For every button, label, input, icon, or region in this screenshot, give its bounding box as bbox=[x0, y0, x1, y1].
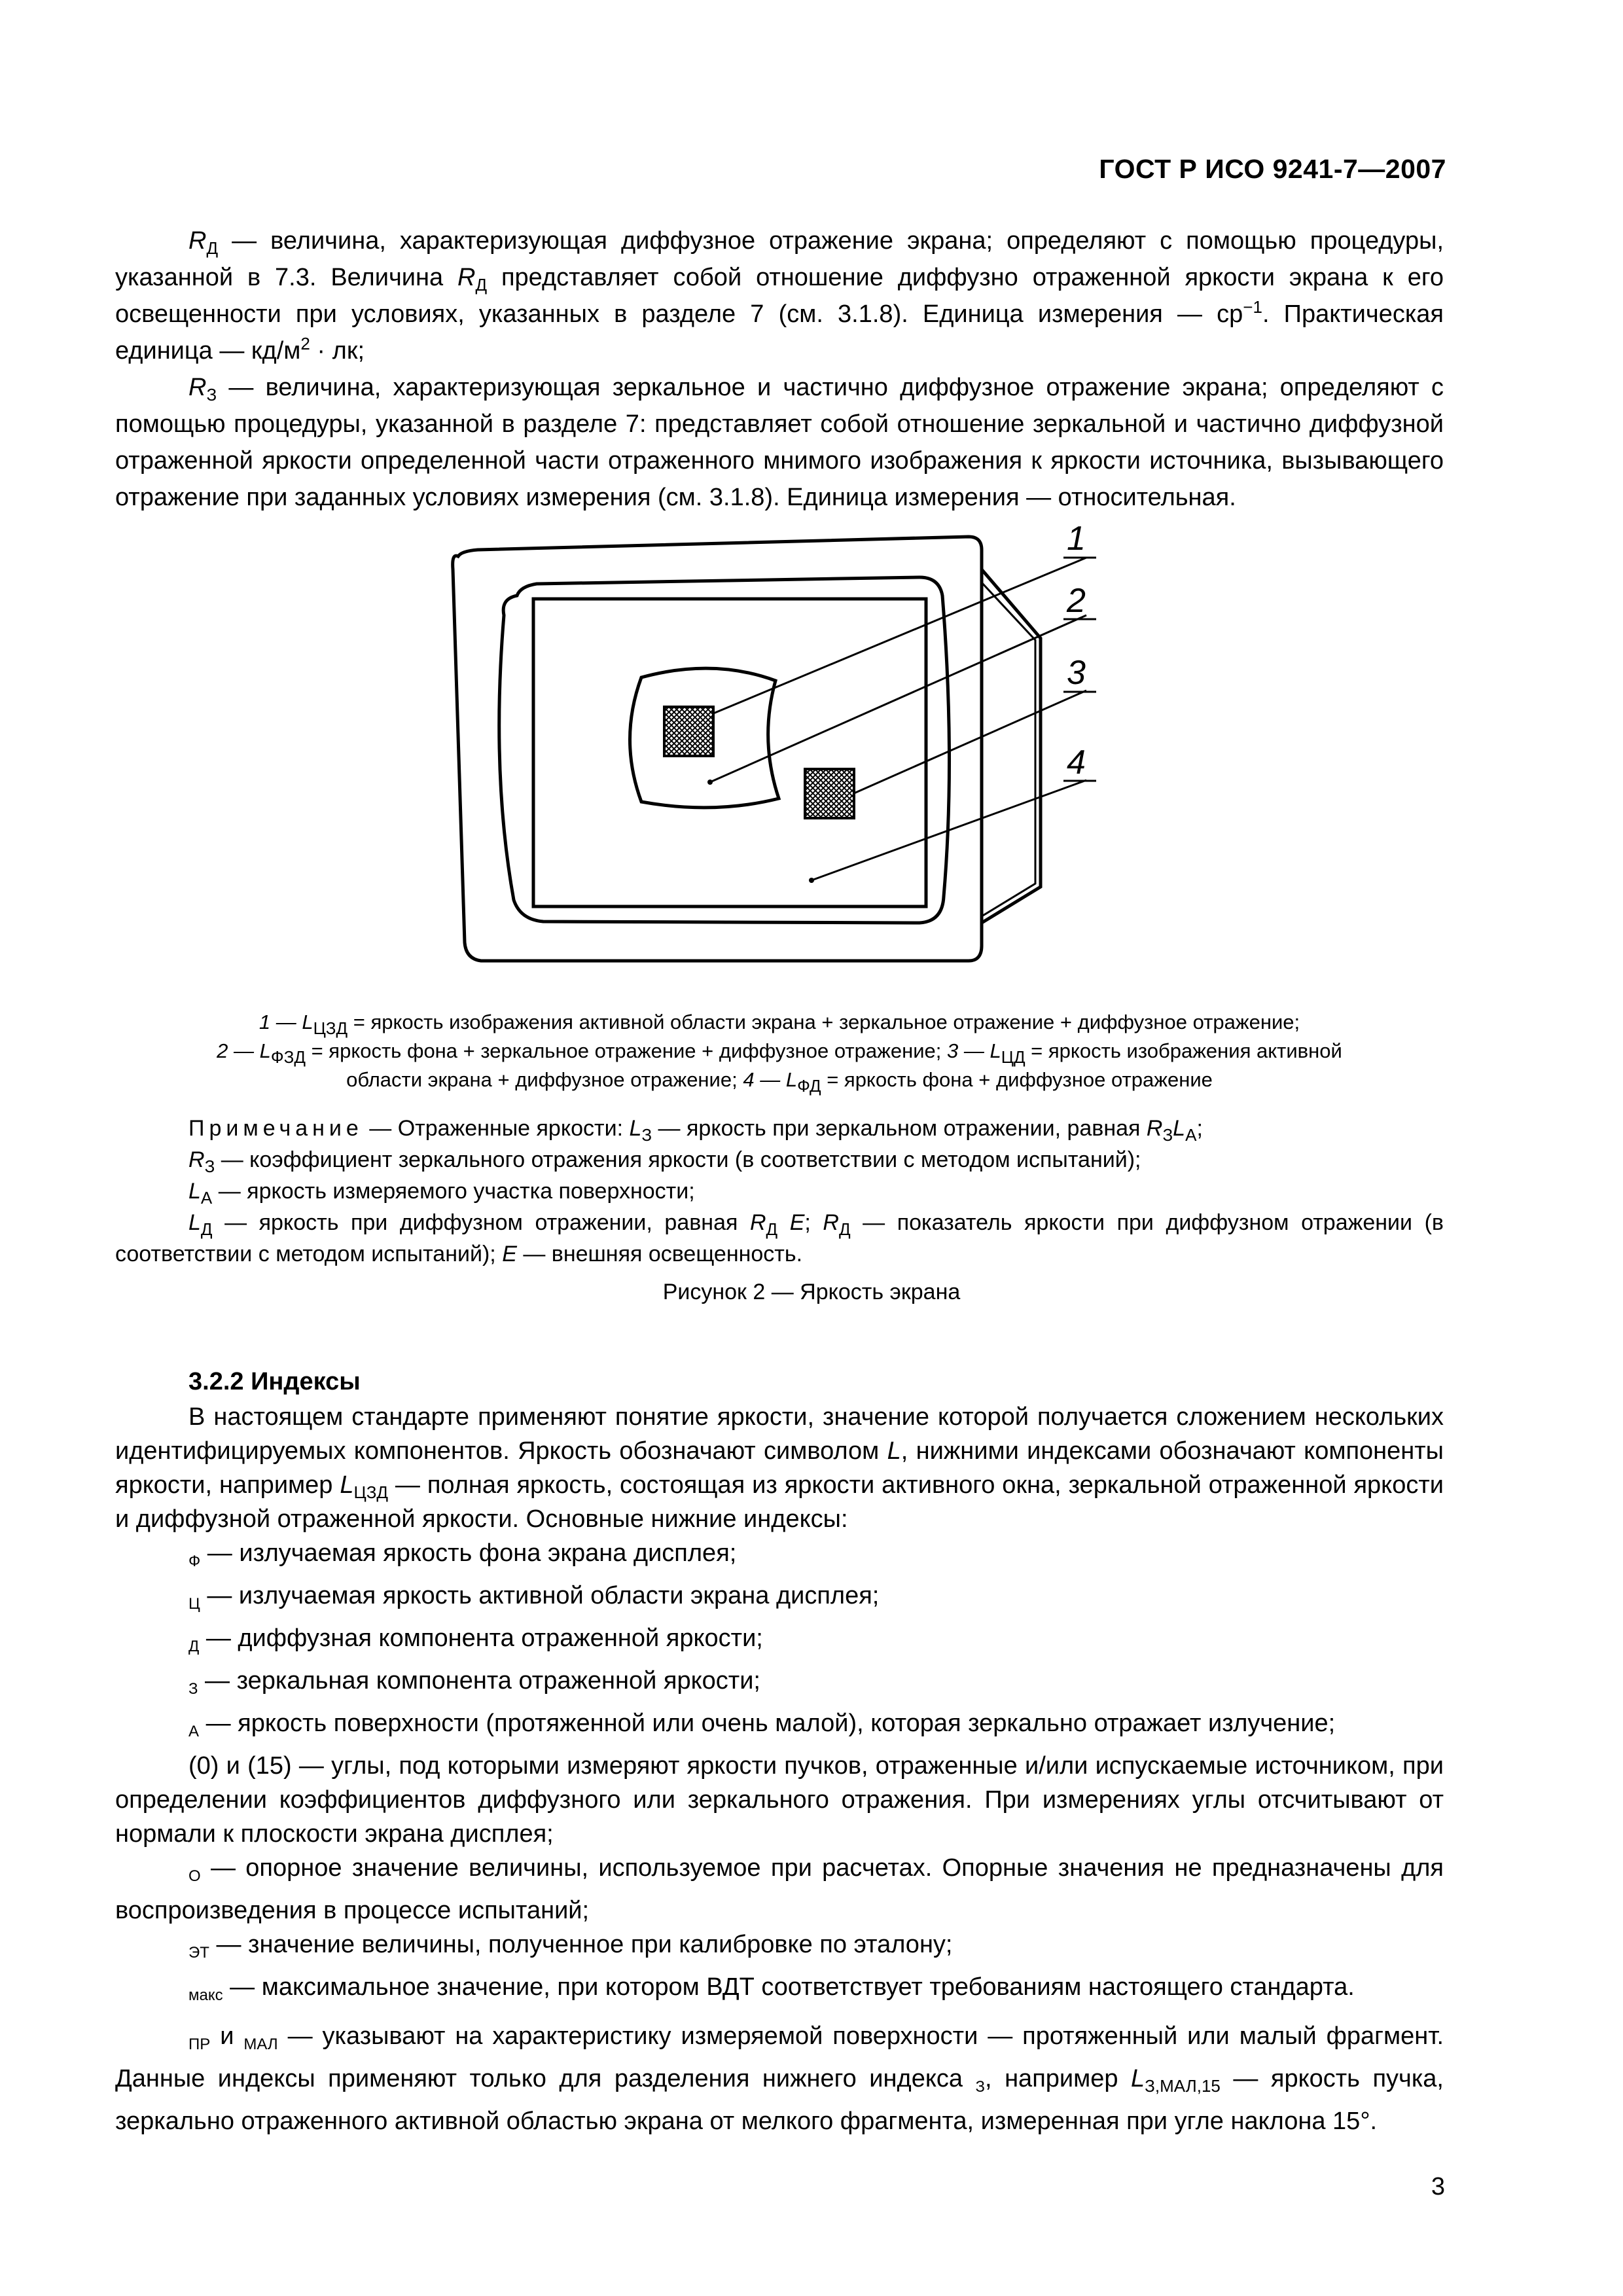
figure-note bbox=[115, 1113, 1444, 1270]
document-header: ГОСТ Р ИСО 9241-7—2007 bbox=[1099, 154, 1446, 184]
specular-reflection-square-2 bbox=[805, 769, 854, 818]
index-item-z: $_З$ — зеркальная компонента отраженной яркости; bbox=[188, 1667, 760, 1698]
callout-1: 1 bbox=[1067, 524, 1086, 558]
specular-reflection-square-1 bbox=[664, 707, 713, 756]
etalon-index-paragraph: $_{ЭТ}$ — значение величины, полученное при калибровке по эталону; bbox=[188, 1931, 953, 1962]
rd-paragraph: $R_Д$ — величина, характеризующая диффузное отражение экрана; определяют с помощью процедуры, указанной в 7.3. Величина $R_Д$ представляет собой отношение диффузно отраженной яркости экрана к его освещенности при условиях, указанных в разделе 7 (см. 3.1.8). Единица измерения — $ср^{-1}$. Практическая единица — $кд/м^2$ · лк; bbox=[115, 227, 1444, 365]
intro-text bbox=[115, 223, 1444, 516]
pr-mal-index-paragraph: $_{ПР}$ и $_{МАЛ}$ — указывают на характеристику измеряемой поверхности — протяженный или малый фрагмент. Данные индексы применяют только для разделения нижнего индекса $_З$, например $L_{З,МАЛ,15}$ — яркость пучка, зеркально отраженного активной областью экрана от мелкого фрагмента, измеренная при угле наклона 15°. bbox=[115, 2022, 1444, 2135]
reference-index-paragraph: $_О$ — опорное значение величины, используемое при расчетах. Опорные значения не предназначены для воспроизведения в процессе испытаний; bbox=[115, 1854, 1444, 1924]
callout-3: 3 bbox=[1067, 654, 1086, 692]
legend-line-2: 2 — $L_{ФЗД}$ = яркость фона + зеркальное отражение + диффузное отражение; 3 — $L_{ЦД}$ = яркость изображения активной bbox=[217, 1039, 1342, 1067]
section-title: 3.2.2 Индексы bbox=[188, 1368, 361, 1395]
callout-2: 2 bbox=[1067, 582, 1086, 620]
note-line-1: Примечание — Отраженные яркости: $L_З$ — яркость при зеркальном отражении, равная $R_ЗL_А$; bbox=[188, 1116, 1203, 1145]
legend-line-3: области экрана + диффузное отражение; 4 — $L_{ФД}$ = яркость фона + диффузное отражение bbox=[346, 1068, 1213, 1096]
section-3-2-2 bbox=[115, 1365, 1444, 2138]
figure-legend bbox=[115, 1008, 1444, 1094]
figure-caption: Рисунок 2 — Яркость экрана bbox=[662, 1280, 961, 1304]
index-item-c: $_Ц$ — излучаемая яркость активной области экрана дисплея; bbox=[188, 1582, 880, 1613]
index-item-f: $_Ф$ — излучаемая яркость фона экрана дисплея; bbox=[188, 1539, 737, 1570]
callout-4: 4 bbox=[1067, 744, 1086, 781]
legend-line-1: 1 — $L_{ЦЗД}$ = яркость изображения активной области экрана + зеркальное отражение + диффузное отражение; bbox=[259, 1011, 1300, 1038]
monitor-figure bbox=[438, 524, 1145, 995]
rz-paragraph: $R_З$ — величина, характеризующая зеркальное и частично диффузное отражение экрана; определяют с помощью процедуры, указанной в разделе 7: представляет собой отношение зеркальной и частично диффузной отраженной яркости определенной части отраженного мнимого изображения к яркости источника, вызывающего отражение при заданных условиях измерения (см. 3.1.8). Единица измерения — относительная. bbox=[115, 374, 1444, 511]
page-number: 3 bbox=[1431, 2173, 1445, 2200]
screen-bezel bbox=[499, 577, 950, 923]
angles-paragraph: (0) и (15) — углы, под которыми измеряют яркости пучков, отраженные и/или испускаемые источником, при определении коэффициентов диффузного или зеркального отражения. При измерениях углы отсчитывают от нормали к плоскости экрана дисплея; bbox=[115, 1752, 1444, 1848]
note-line-4: $L_Д$ — яркость при диффузном отражении, равная $R_Д$ E; $R_Д$ — показатель яркости при диффузном отражении (в соответствии с методом испытаний); E — внешняя освещенность. bbox=[115, 1210, 1444, 1266]
index-item-d: $_Д$ — диффузная компонента отраженной яркости; bbox=[188, 1624, 763, 1655]
index-item-a: $_А$ — яркость поверхности (протяженной или очень малой), которая зеркально отражает излучение; bbox=[188, 1710, 1336, 1740]
note-line-3: $L_А$ — яркость измеряемого участка поверхности; bbox=[188, 1179, 695, 1208]
monitor-side bbox=[982, 569, 1041, 923]
note-line-2: $R_З$ — коэффициент зеркального отражения яркости (в соответствии с методом испытаний); bbox=[188, 1147, 1141, 1176]
max-index-paragraph: $_{макс}$ — максимальное значение, при котором ВДТ соответствует требованиям настоящего стандарта. bbox=[188, 1973, 1355, 2004]
section-intro-paragraph: В настоящем стандарте применяют понятие яркости, значение которой получается сложением нескольких идентифицируемых компонентов. Яркость обозначают символом L, нижними индексами обозначают компоненты яркости, например $L_{ЦЗД}$ — полная яркость, состоящая из яркости активного окна, зеркальной отраженной яркости и диффузной отраженной яркости. Основные нижние индексы: bbox=[115, 1403, 1444, 1533]
